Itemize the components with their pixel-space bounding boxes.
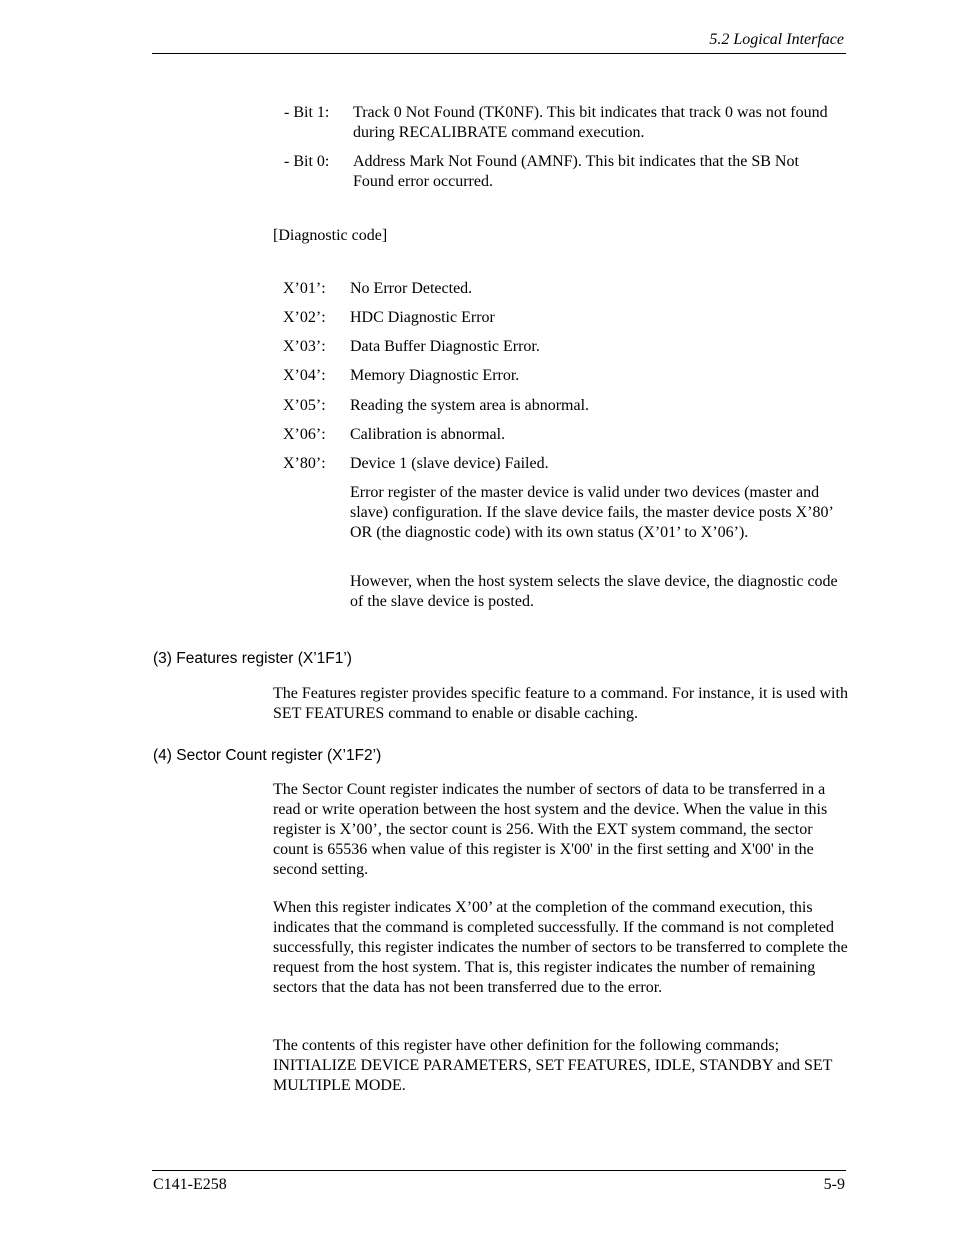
bit0-label: - Bit 0:: [284, 153, 330, 170]
diag-code: X’02’:: [283, 309, 326, 326]
diag-desc: Device 1 (slave device) Failed.: [350, 455, 549, 472]
features-heading: (3) Features register (X’1F1’): [153, 650, 352, 667]
bit1-label: - Bit 1:: [284, 104, 330, 121]
diag-code: X’80’:: [283, 455, 326, 472]
features-body: The Features register provides specific feature to a command. For instance, it is used with SET FEATURES command to enable or disable caching.: [273, 685, 848, 722]
bit1-text: Track 0 Not Found (TK0NF). This bit indicates that track 0 was not found during RECALIBRATE command execution.: [353, 104, 828, 141]
diag-code: X’01’:: [283, 280, 326, 297]
diag-desc: Calibration is abnormal.: [350, 426, 506, 443]
running-header: 5.2 Logical Interface: [709, 31, 844, 48]
diag-note-2: However, when the host system selects the slave device, the diagnostic code of the slave device is posted.: [350, 573, 838, 610]
sector-count-para-1: The Sector Count register indicates the number of sectors of data to be transferred in a read or write operation between the host system and the device. When the value in this register is X’00’, the sector count is 256. With the EXT system command, the sector count is 65536 when value of this register is X'00' in the first setting and X'00' in the second setting.: [273, 781, 828, 878]
diag-code: X’05’:: [283, 397, 326, 414]
sector-count-para-2: When this register indicates X’00’ at the completion of the command execution, this indicates that the command is completed successfully. If the command is not completed successfully, this register indicates the number of sectors to be transferred to complete the request from the host system. That is, this register indicates the number of remaining sectors that the data has not been transferred due to the error.: [273, 899, 848, 996]
footer-page-number: 5-9: [823, 1176, 845, 1193]
diag-code: X’04’:: [283, 367, 326, 384]
sector-count-para-3: The contents of this register have other definition for the following commands; INITIALIZE DEVICE PARAMETERS, SET FEATURES, IDLE, STANDBY and SET MULTIPLE MODE.: [273, 1037, 833, 1094]
header-rule: [152, 53, 846, 54]
footer-rule: [152, 1170, 846, 1171]
bit0-text: Address Mark Not Found (AMNF). This bit indicates that the SB Not Found error occurred.: [353, 153, 799, 190]
diag-desc: Reading the system area is abnormal.: [350, 397, 590, 414]
footer-doc-id: C141-E258: [153, 1176, 227, 1193]
diagnostic-heading: [Diagnostic code]: [273, 227, 388, 244]
diag-note-1: Error register of the master device is valid under two devices (master and slave) configuration. If the slave device fails, the master device posts X’80’ OR (the diagnostic code) with its own status (X’01’ to X’06’).: [350, 484, 833, 541]
diag-code: X’06’:: [283, 426, 326, 443]
diag-desc: Memory Diagnostic Error.: [350, 367, 520, 384]
diag-code: X’03’:: [283, 338, 326, 355]
diag-desc: HDC Diagnostic Error: [350, 309, 495, 326]
diag-desc: No Error Detected.: [350, 280, 473, 297]
diag-desc: Data Buffer Diagnostic Error.: [350, 338, 540, 355]
sector-count-heading: (4) Sector Count register (X’1F2’): [153, 747, 382, 764]
